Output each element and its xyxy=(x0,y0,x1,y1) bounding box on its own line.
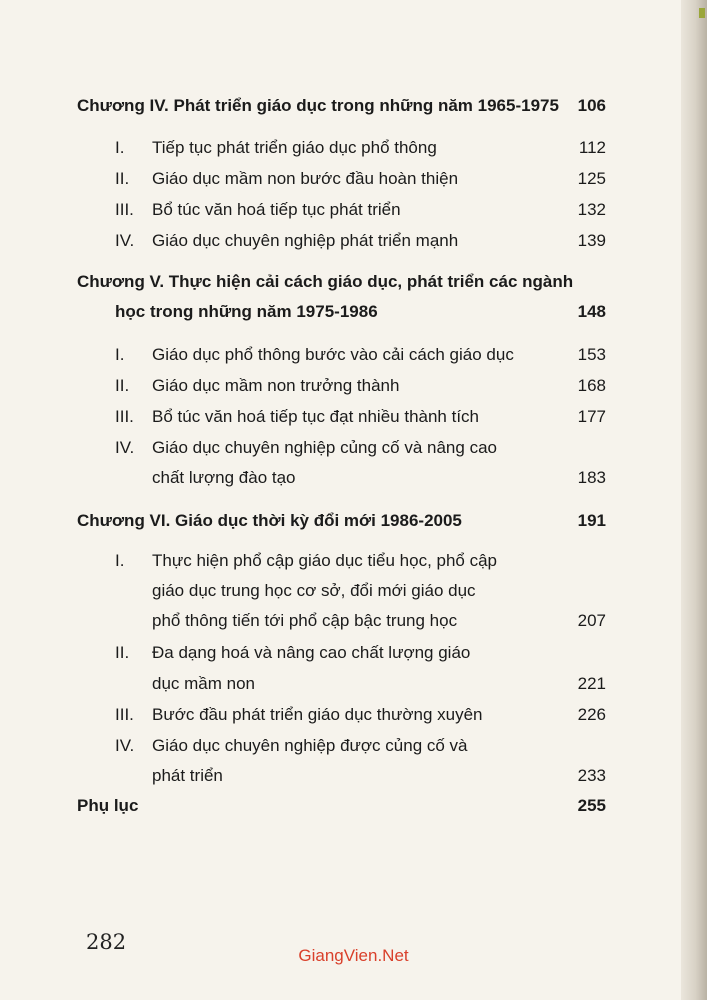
section-title-line2: phát triển xyxy=(152,766,223,785)
section-title: Giáo dục mầm non trưởng thành xyxy=(152,376,400,395)
section-numeral: I. xyxy=(115,551,125,570)
appendix-page: 255 xyxy=(577,796,606,815)
section-title-line1: Giáo dục chuyên nghiệp được củng cố và xyxy=(152,736,468,755)
chapter-5-title-line1: Chương V. Thực hiện cải cách giáo dục, phát triển các ngành xyxy=(77,272,574,291)
chapter-6-title: Chương VI. Giáo dục thời kỳ đổi mới 1986-2005 xyxy=(77,511,462,530)
section-page: 112 xyxy=(578,138,606,157)
section-title-line2: giáo dục trung học cơ sở, đổi mới giáo dục xyxy=(152,581,476,600)
section-numeral: IV. xyxy=(115,231,135,250)
section-numeral: III. xyxy=(115,407,134,426)
appendix-title: Phụ lục xyxy=(77,796,139,815)
chapter-4-page: 106 xyxy=(577,96,606,115)
section-title: Bước đầu phát triển giáo dục thường xuyên xyxy=(152,705,483,724)
section-numeral: II. xyxy=(115,376,130,395)
section-title: Giáo dục chuyên nghiệp phát triển mạnh xyxy=(152,231,459,250)
section-title: Giáo dục mầm non bước đầu hoàn thiện xyxy=(152,169,459,188)
section-title-line3: phổ thông tiến tới phổ cập bậc trung học xyxy=(152,611,458,630)
page-number: 282 xyxy=(86,930,127,954)
section-page: 233 xyxy=(577,766,606,785)
section-page: 177 xyxy=(577,407,606,426)
section-numeral: III. xyxy=(115,705,134,724)
chapter-5-page: 148 xyxy=(577,302,606,321)
section-page: 207 xyxy=(577,611,606,630)
section-page: 183 xyxy=(577,468,606,487)
section-page: 132 xyxy=(577,200,606,219)
chapter-5-title-line2: học trong những năm 1975-1986 xyxy=(115,302,378,321)
section-numeral: I. xyxy=(115,138,125,157)
section-title: Tiếp tục phát triển giáo dục phổ thông xyxy=(152,138,437,157)
section-numeral: IV. xyxy=(115,736,135,755)
section-numeral: II. xyxy=(115,169,130,188)
section-title: Bổ túc văn hoá tiếp tục phát triển xyxy=(152,200,401,219)
section-title-line1: Giáo dục chuyên nghiệp củng cố và nâng cao xyxy=(152,438,497,457)
section-numeral: IV. xyxy=(115,438,135,457)
section-page: 221 xyxy=(577,674,606,693)
section-title-line1: Thực hiện phổ cập giáo dục tiểu học, phổ cập xyxy=(152,551,498,570)
chapter-6-page: 191 xyxy=(577,511,606,530)
section-title: Giáo dục phổ thông bước vào cải cách giáo dục xyxy=(152,345,514,364)
section-title-line2: dục mầm non xyxy=(152,674,255,693)
section-title-line1: Đa dạng hoá và nâng cao chất lượng giáo xyxy=(152,643,471,662)
section-title: Bổ túc văn hoá tiếp tục đạt nhiều thành tích xyxy=(152,407,480,426)
section-page: 125 xyxy=(577,169,606,188)
watermark: GiangVien.Net xyxy=(298,946,409,965)
section-page: 153 xyxy=(577,345,606,364)
chapter-4-title: Chương IV. Phát triển giáo dục trong những năm 1965-1975 xyxy=(77,96,559,115)
section-page: 168 xyxy=(577,376,606,395)
section-numeral: III. xyxy=(115,200,134,219)
section-page: 139 xyxy=(577,231,606,250)
section-title-line2: chất lượng đào tạo xyxy=(152,468,296,487)
section-numeral: I. xyxy=(115,345,125,364)
section-numeral: II. xyxy=(115,643,130,662)
section-page: 226 xyxy=(577,705,606,724)
